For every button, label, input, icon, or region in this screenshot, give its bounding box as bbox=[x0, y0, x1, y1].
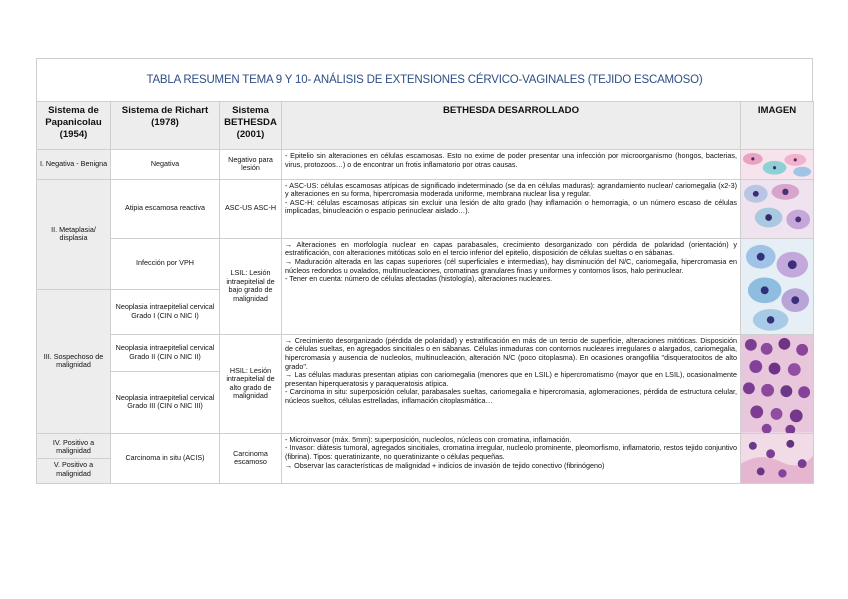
papanicolau-iv-v bbox=[37, 433, 111, 483]
papanicolau-iii: III. Sospechoso de malignidad bbox=[37, 289, 111, 433]
table-row bbox=[37, 334, 814, 371]
desc-hsil bbox=[282, 334, 741, 433]
desc-lsil-3: - Tener en cuenta: número de células afectadas (histología), alteraciones nucleares. bbox=[285, 274, 553, 284]
image-negativa bbox=[741, 150, 814, 180]
header-richart: Sistema de Richart (1978) bbox=[111, 102, 220, 150]
cytology-photo-hsil bbox=[741, 335, 813, 433]
cytology-photo-negativa bbox=[741, 150, 813, 179]
papanicolau-v: V. Positivo a malignidad bbox=[53, 459, 94, 478]
image-asc bbox=[741, 179, 814, 238]
desc-carcinoma bbox=[282, 433, 741, 483]
header-desarrollado: BETHESDA DESARROLLADO bbox=[282, 102, 741, 150]
bethesda-carcinoma: Carcinoma escamoso bbox=[220, 433, 282, 483]
image-lsil bbox=[741, 238, 814, 334]
richart-cis: Carcinoma in situ (ACIS) bbox=[111, 433, 220, 483]
desc-hsil-3: - Carcinoma in situ: superposición celular, parabasales sueltas, cariomegalia e hipercromasia, aglomeraciones, pérdida de estructura celular, núcleos sueltos, células estrelladas, inflamación citoplasmática… bbox=[285, 387, 737, 405]
table-title: TABLA RESUMEN TEMA 9 Y 10- ANÁLISIS DE EXTENSIONES CÉRVICO-VAGINALES (TEJIDO ESCAMOSO) bbox=[146, 74, 703, 86]
desc-lsil-1: → Alteraciones en morfología nuclear en capas parabasales, crecimiento desorganizado con pérdida de polaridad (orientación) y estratificación, con alteraciones mitóticas solo en el tercio inferior del epitelio, disposición de células sueltas o en sábanas. bbox=[285, 239, 737, 258]
cytology-photo-carcinoma bbox=[741, 434, 813, 483]
richart-cin1: Neoplasia intraepitelial cervical Grado I (CIN o NIC I) bbox=[111, 289, 220, 334]
table-row bbox=[37, 238, 814, 289]
desc-negativa bbox=[282, 150, 741, 180]
richart-atipia: Atipia escamosa reactiva bbox=[111, 179, 220, 238]
header-bethesda: Sistema BETHESDA (2001) bbox=[220, 102, 282, 150]
richart-cin2: Neoplasia intraepitelial cervical Grado II (CIN o NIC II) bbox=[111, 334, 220, 371]
desc-lsil bbox=[282, 238, 741, 334]
desc-carcinoma-2: - Invasor: diátesis tumoral, agregados sincitiales, cromatina irregular, nucleolo prominente, pleomorfismo, inflamatorio, restos tejido conjuntivo (fibrina). Tipos: queratinizante, no queratinizante o células pequeñas. bbox=[285, 443, 737, 461]
desc-negativa-text: - Epitelio sin alteraciones en células escamosas. Esto no exime de poder presentar una infección por microorganismo (hongos, bacterias, virus, protozoos…) o de encontrar un frotis inflamatorio por otras causas. bbox=[285, 151, 737, 169]
bethesda-hsil: HSIL: Lesión intraepitelial de alto grado de malignidad bbox=[220, 334, 282, 433]
bethesda-lsil: LSIL: Lesión intraepitelial de bajo grado de malignidad bbox=[220, 238, 282, 334]
desc-lsil-2: → Maduración alterada en las capas superiores (cél superficiales e intermedias), hay disminución del N/C, cariomegalia, hipercromasia en núcleos redondos u ovalados, multinucleaciones, cromatinas granulares finas y uniformes y contornos lisos, halo perinuclear. bbox=[285, 256, 737, 275]
document-page bbox=[36, 58, 813, 484]
papanicolau-iv: IV. Positivo a malignidad bbox=[37, 437, 110, 459]
desc-asc-us: - ASC-US: células escamosas atípicas de significado indeterminado (se da en células maduras): agrandamiento nuclear/ cariomegalia (x2-3) y alteraciones en su forma, hipercromasia moderada uniforme, membrana nuclear lisa y regular. bbox=[285, 180, 737, 199]
desc-carcinoma-3: → Observar las características de malignidad + indicios de invasión de tejido conectivo (fibrinógeno) bbox=[285, 460, 605, 470]
summary-table bbox=[36, 101, 814, 484]
desc-carcinoma-1: - Microinvasor (máx. 5mm): superposición, nucleolos, núcleos con cromatina, inflamación. bbox=[285, 434, 572, 444]
richart-negativa: Negativa bbox=[111, 150, 220, 180]
desc-asc bbox=[282, 179, 741, 238]
image-hsil bbox=[741, 334, 814, 433]
header-row bbox=[37, 102, 814, 150]
header-papanicolau: Sistema de Papanicolau (1954) bbox=[37, 102, 111, 150]
richart-cin3: Neoplasia intraepitelial cervical Grado III (CIN o NIC III) bbox=[111, 371, 220, 433]
table-row bbox=[37, 433, 814, 483]
desc-hsil-2: → Las células maduras presentan atipias con cariomegalia (menores que en LSIL) e hipercromatismo (mayor que en LSIL), ocasionalmente presentan hiperqueratosis y paraqueratosis atípica. bbox=[285, 370, 737, 388]
richart-vph: Infección por VPH bbox=[111, 238, 220, 289]
desc-asc-h: - ASC-H: células escamosas atípicas sin excluir una lesión de alto grado (hay inflamación o hemorragia, o un número escaso de células implicadas, binucleación o espacio perinuclear aislado…). bbox=[285, 197, 737, 216]
cytology-photo-lsil bbox=[741, 239, 813, 334]
title-box bbox=[36, 58, 813, 101]
bethesda-asc: ASC-US ASC-H bbox=[220, 179, 282, 238]
table-row bbox=[37, 179, 814, 238]
cytology-photo-asc bbox=[741, 180, 813, 238]
bethesda-negativo: Negativo para lesión bbox=[220, 150, 282, 180]
image-carcinoma bbox=[741, 433, 814, 483]
papanicolau-ii: II. Metaplasia/ displasia bbox=[37, 179, 111, 289]
header-imagen: IMAGEN bbox=[741, 102, 814, 150]
papanicolau-i: I. Negativa - Benigna bbox=[37, 150, 111, 180]
desc-hsil-1: → Crecimiento desorganizado (pérdida de polaridad) y estratificación en más de un tercio de superficie, alteraciones mitóticas. Disposición de células sueltas, en agregados sincitiales o en sábanas. Células inmaduras con contornos nucleares irregulares o alargados, cariomegalia, hipercromasia y ausencia de nucleolos, multinucleación, alteración N/C (poco citoplasma). En ocasiones orangofilia "disqueratocitos de alto grado". bbox=[285, 335, 737, 371]
table-row bbox=[37, 150, 814, 180]
